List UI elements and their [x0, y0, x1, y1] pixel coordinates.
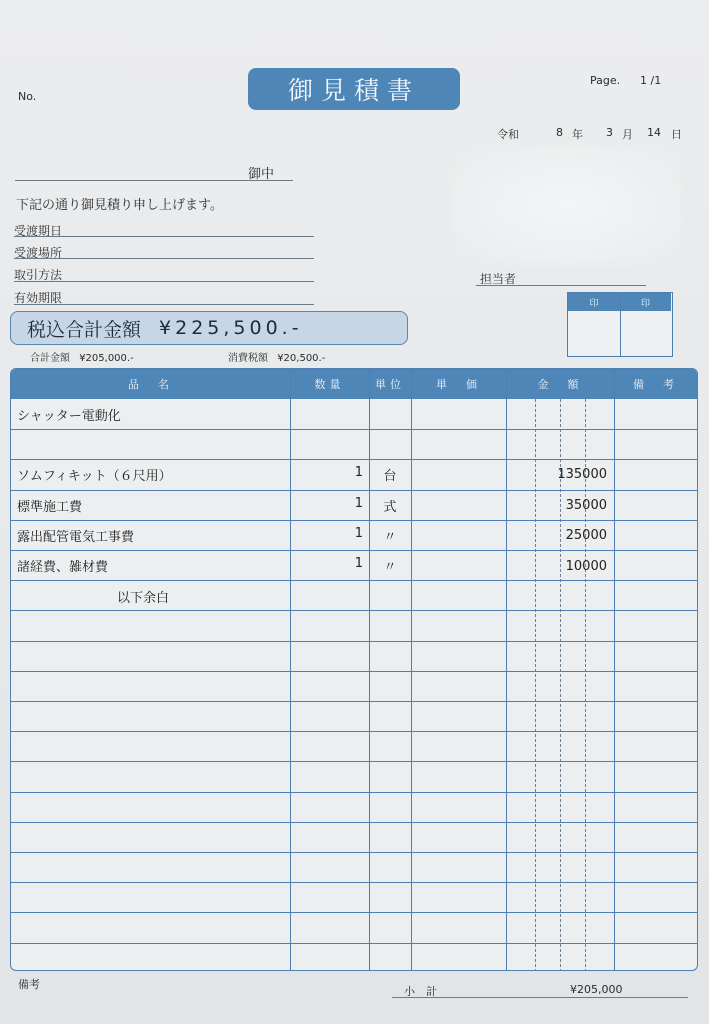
footer-subtotal-label: 小 計 — [404, 985, 437, 998]
header-quantity: 数量 — [314, 378, 345, 391]
field-delivery-place-line — [14, 258, 314, 259]
page-number: 1 /1 — [640, 74, 662, 87]
intro-text: 下記の通り御見積り申し上げます。 — [16, 198, 223, 213]
field-payment-method-line — [14, 281, 314, 282]
stamp-label-2: 印 — [620, 293, 671, 311]
subtotal-amount-label: 合計金額 — [30, 353, 70, 364]
date-day: 14 — [647, 126, 661, 139]
row-line — [11, 792, 697, 793]
row-line — [11, 610, 697, 611]
stamp-divider — [620, 293, 621, 356]
row-line — [11, 671, 697, 672]
number-label: No. — [18, 90, 37, 103]
row-line — [11, 701, 697, 702]
row-6-amount: 10000 — [565, 559, 607, 574]
field-delivery-date-label: 受渡期日 — [14, 224, 63, 238]
date-year: 8 — [556, 126, 563, 139]
row-7-name: 以下余白 — [117, 591, 170, 606]
tax-amount-row — [228, 349, 325, 364]
tax-included-total-label: 税込合計金額 — [27, 318, 142, 341]
line-items-table — [10, 368, 698, 971]
tax-amount-value: ¥20,500.- — [277, 353, 326, 364]
tax-amount-label: 消費税額 — [228, 353, 268, 364]
date-year-unit: 年 — [572, 128, 583, 141]
amount-digit-guide — [560, 399, 561, 971]
row-line — [11, 882, 697, 883]
row-3-name: ソムフィキット（６尺用） — [17, 469, 172, 484]
tax-included-total-amount: ¥225,500.- — [159, 317, 303, 339]
footer-subtotal-line — [392, 997, 688, 998]
table-header — [11, 369, 697, 399]
date-era: 令和 — [497, 128, 519, 141]
row-3-amount: 135000 — [557, 467, 607, 482]
header-item-name: 品 名 — [128, 378, 173, 391]
document-title: 御見積書 — [248, 68, 460, 110]
field-delivery-place-label: 受渡場所 — [14, 246, 63, 260]
row-line — [11, 580, 697, 581]
row-line — [11, 822, 697, 823]
header-amount: 金 額 — [537, 378, 583, 391]
row-line — [11, 429, 697, 430]
header-unit-price: 単 価 — [436, 378, 481, 391]
row-4-unit: 式 — [383, 500, 397, 515]
row-1-name: シャッター電動化 — [17, 409, 121, 424]
redacted-issuer-block — [452, 145, 682, 265]
contact-person-label: 担当者 — [480, 272, 517, 286]
row-line — [11, 520, 697, 521]
field-validity-label: 有効期限 — [14, 291, 63, 305]
header-remarks: 備 考 — [633, 378, 678, 391]
subtotal-amount-row — [30, 349, 134, 364]
field-validity-line — [14, 304, 314, 305]
row-line — [11, 490, 697, 491]
header-unit: 単位 — [375, 378, 405, 391]
row-line — [11, 550, 697, 551]
date-month: 3 — [606, 126, 613, 139]
row-5-name: 露出配管電気工事費 — [17, 530, 135, 545]
amount-digit-guide — [535, 399, 536, 971]
row-line — [11, 943, 697, 944]
row-4-name: 標準施工費 — [17, 500, 83, 515]
row-line — [11, 761, 697, 762]
row-6-qty: 1 — [354, 556, 363, 571]
subtotal-amount-value: ¥205,000.- — [79, 353, 134, 364]
stamp-label-1: 印 — [568, 293, 620, 311]
row-line — [11, 852, 697, 853]
field-delivery-date-line — [14, 236, 314, 237]
contact-person-line — [476, 285, 646, 286]
recipient-line — [15, 180, 293, 181]
row-3-qty: 1 — [354, 465, 363, 480]
recipient-suffix: 御中 — [248, 167, 275, 182]
row-4-amount: 35000 — [565, 498, 607, 513]
field-payment-method-label: 取引方法 — [14, 268, 63, 282]
row-5-amount: 25000 — [565, 528, 607, 543]
stamp-box — [567, 292, 673, 357]
row-5-unit: 〃 — [383, 530, 397, 545]
row-5-qty: 1 — [354, 526, 363, 541]
row-line — [11, 912, 697, 913]
row-line — [11, 641, 697, 642]
row-6-name: 諸経費、雑材費 — [17, 560, 109, 575]
row-6-unit: 〃 — [383, 560, 397, 575]
row-line — [11, 731, 697, 732]
footer-subtotal-value: ¥205,000 — [570, 983, 623, 996]
date-day-unit: 日 — [671, 128, 682, 141]
remarks-label: 備考 — [18, 978, 40, 991]
row-line — [11, 459, 697, 460]
tax-included-total — [10, 311, 408, 345]
page-label: Page. — [590, 74, 621, 87]
row-3-unit: 台 — [383, 469, 397, 484]
row-4-qty: 1 — [354, 496, 363, 511]
date-month-unit: 月 — [622, 128, 633, 141]
amount-digit-guide — [585, 399, 586, 971]
